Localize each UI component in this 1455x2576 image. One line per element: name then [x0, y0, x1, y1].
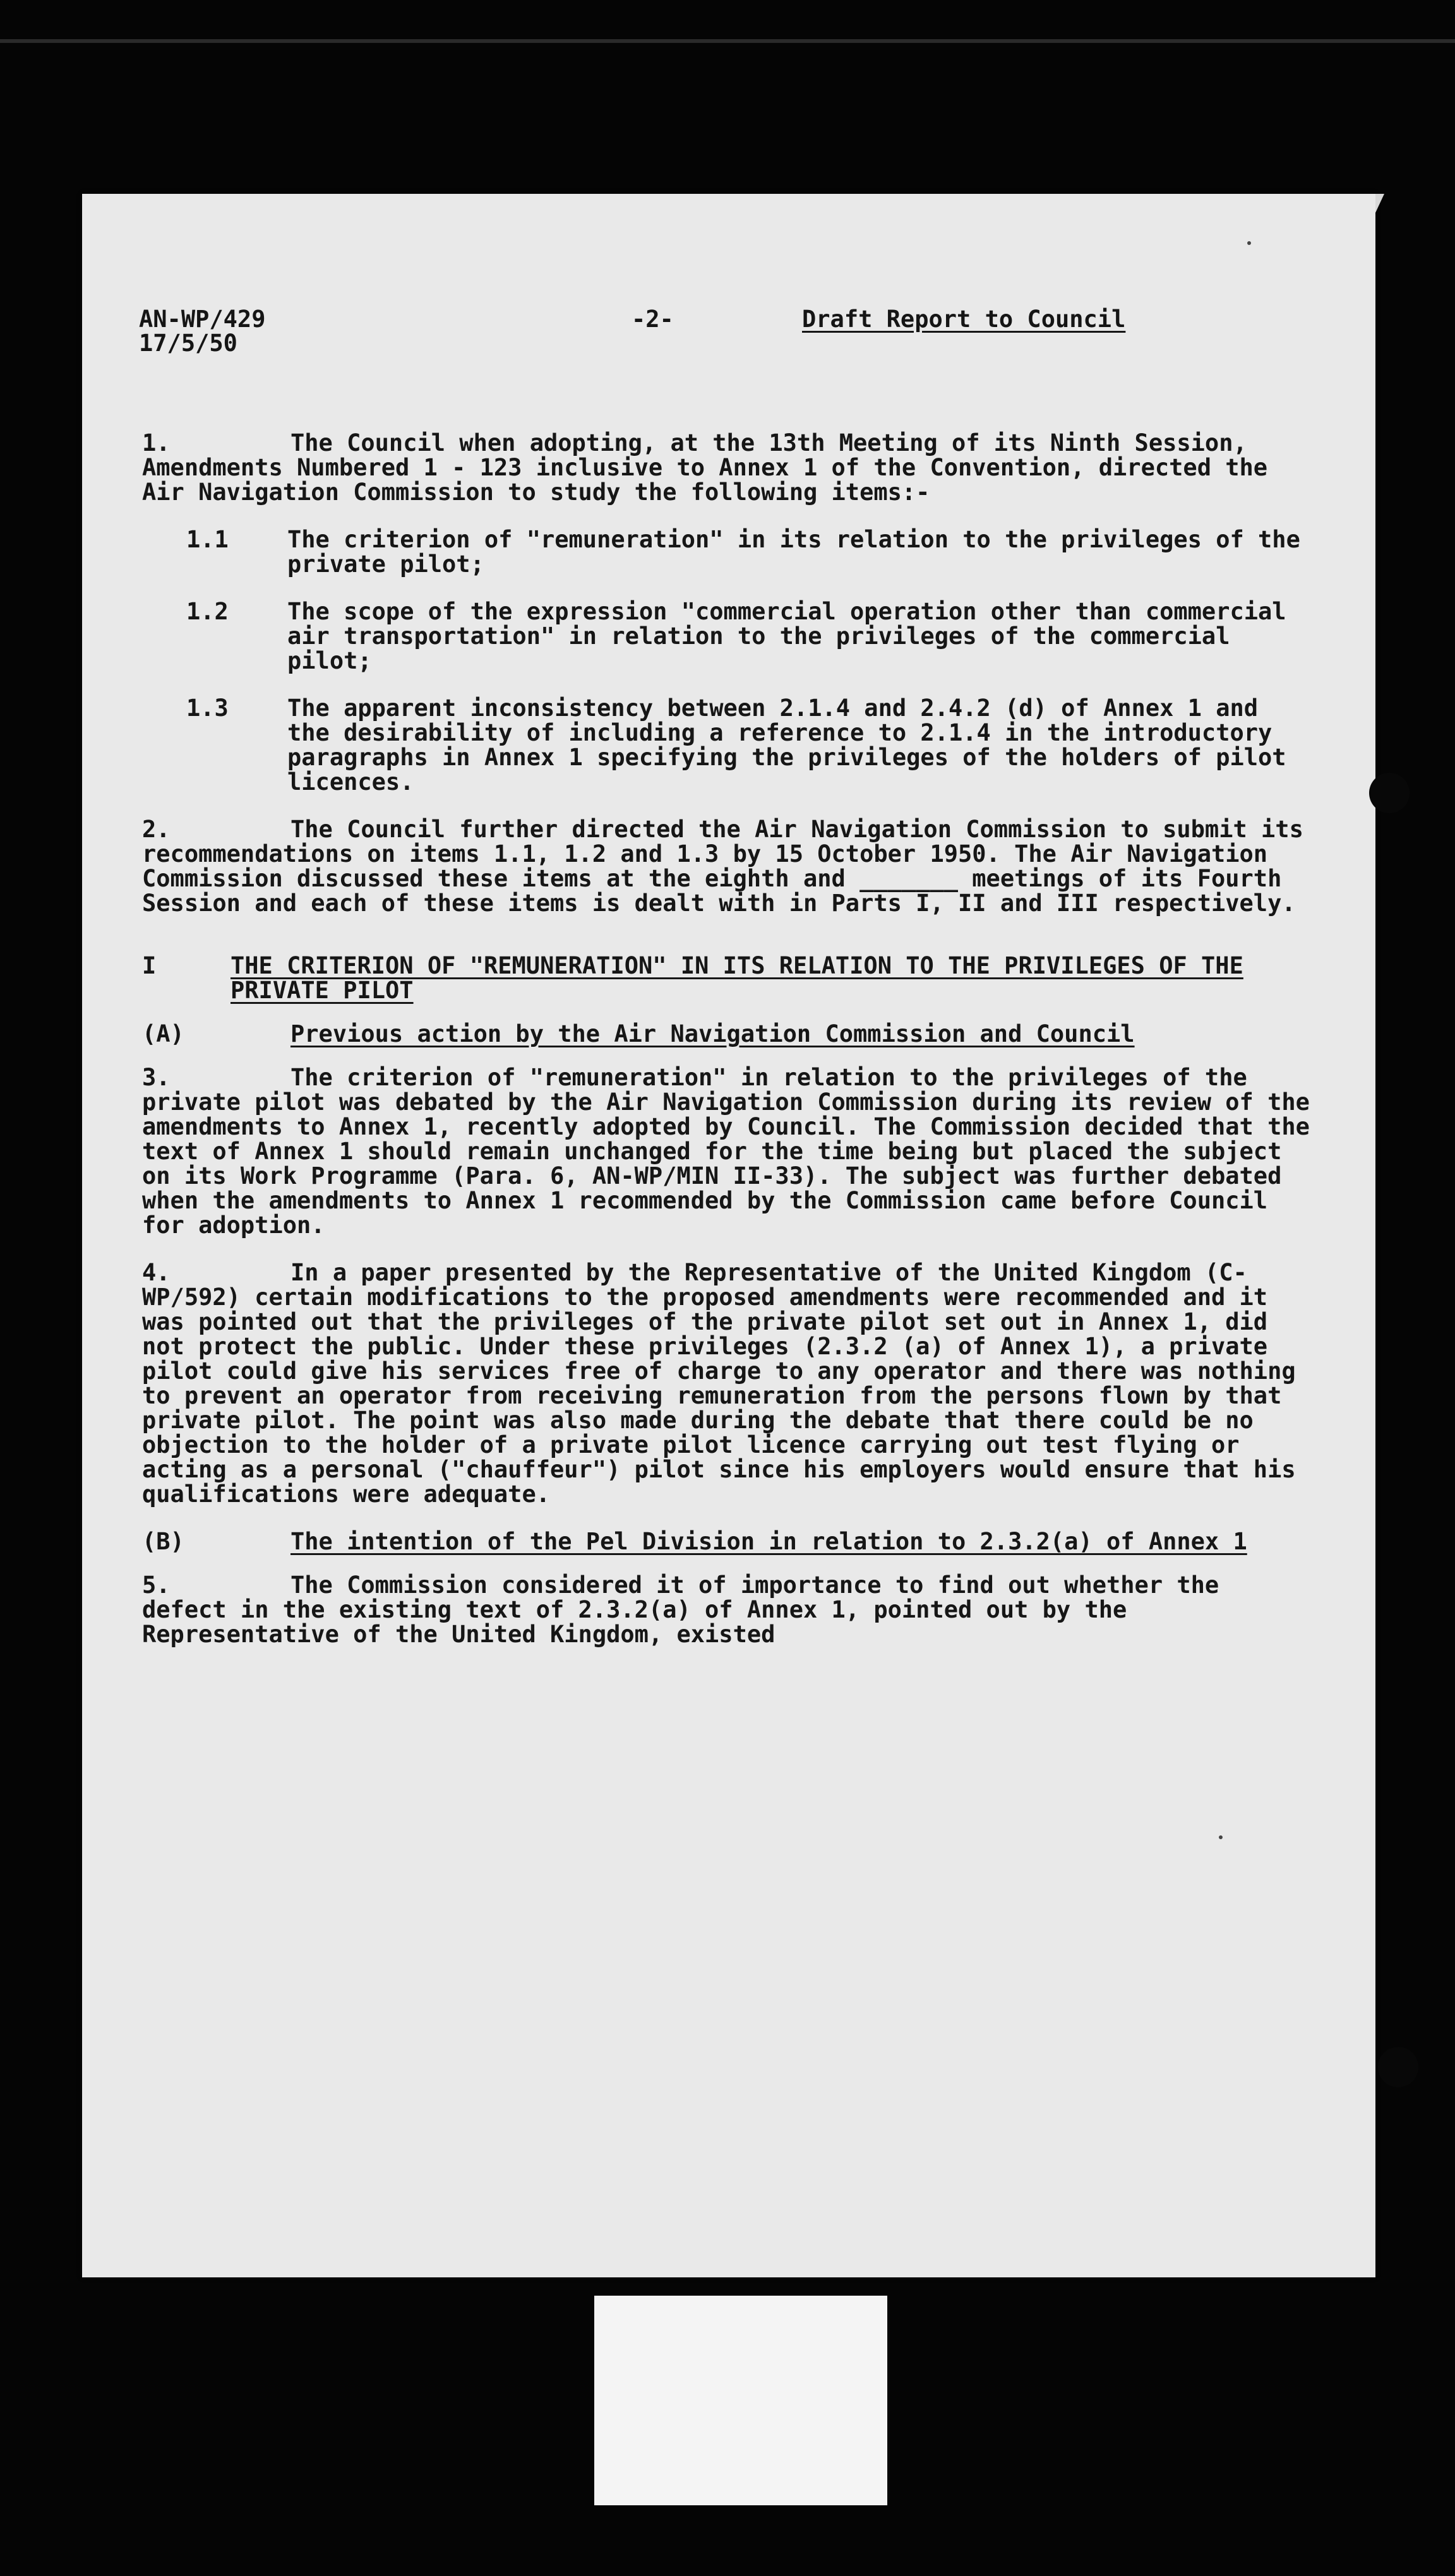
paragraph-3 — [142, 1064, 1324, 1239]
section-number: I — [142, 952, 157, 979]
paragraph-2 — [142, 816, 1318, 917]
paragraph-number: 4. — [142, 1259, 171, 1286]
paragraph-text: The Council when adopting, at the 13th Meeting of its Ninth Session, Amendments Numbered 1 - 123 inclusive to Annex 1 of the Convention, directed the Air Navigation Commission to study the following items:- — [142, 429, 1282, 506]
report-title: Draft Report to Council — [802, 306, 1126, 333]
document-reference — [139, 307, 265, 355]
section-title: THE CRITERION OF "REMUNERATION" IN ITS RELATION TO THE PRIVILEGES OF THE PRIVATE PILOT — [231, 952, 1243, 1004]
blank-card — [594, 2296, 887, 2505]
paragraph-number: 1. — [142, 429, 171, 456]
paragraph-5 — [142, 1573, 1310, 1647]
item-text: The scope of the expression "commercial operation other than commercial air transportation" in relation to the privileges of the commercial pilot; — [287, 598, 1286, 674]
document-body — [142, 429, 1324, 1669]
paragraph-4 — [142, 1260, 1310, 1506]
subsection-heading — [142, 1529, 1310, 1554]
subsection-title: Previous action by the Air Navigation Commission and Council — [290, 1020, 1135, 1047]
paragraph-text: The Council further directed the Air Navigation Commission to submit its recommendations on items 1.1, 1.2 and 1.3 by 15 October 1950. The Air Navigation Commission discussed these items at the eighth and _______ meetings of its Fourth Session and each of these items is dealt with in Parts I, II and III respectively. — [142, 816, 1318, 917]
paragraph-number: 3. — [142, 1064, 171, 1091]
speck — [1219, 1835, 1223, 1839]
subsection-heading — [142, 1022, 1310, 1046]
page-number: -2- — [632, 306, 674, 333]
paragraph-number: 5. — [142, 1571, 171, 1599]
document-page — [82, 194, 1375, 2277]
paragraph-text: In a paper presented by the Representative of the United Kingdom (C-WP/592) certain modifications to the proposed amendments were recommended and it was pointed out that the privileges of the private pilot set out in Annex 1, did not protect the public. Under these privileges (2.3.2 (a) of Annex 1), a private pilot could give his services free of charge to any operator and there was nothing to prevent an operator from receiving remuneration from the persons flown by that private pilot. The point was also made during the debate that there could be no objection to the holder of a private pilot licence carrying out test flying or acting as a personal ("chauffeur") pilot since his employers would ensure that his qualifications were adequate. — [142, 1259, 1310, 1508]
punch-hole — [1378, 2047, 1418, 2087]
item-number: 1.3 — [186, 695, 229, 722]
punch-hole — [1369, 773, 1410, 813]
list-item — [142, 696, 1310, 794]
subsection-number: (A) — [142, 1020, 184, 1047]
subsection-number: (B) — [142, 1528, 184, 1555]
item-text: The criterion of "remuneration" in its relation to the privileges of the private pilot; — [287, 526, 1300, 578]
list-item — [142, 599, 1310, 673]
paragraph-text: The criterion of "remuneration" in relation to the privileges of the private pilot was debated by the Air Navigation Commission during its review of the amendments to Annex 1, recently adopted by Council. The Commission decided that the text of Annex 1 should remain unchanged for the time being but placed the subject on its Work Programme (Para. 6, AN-WP/MIN II-33). The subject was further debated when the amendments to Annex 1 recommended by the Commission came before Council for adoption. — [142, 1064, 1324, 1239]
paragraph-number: 2. — [142, 816, 171, 843]
doc-date: 17/5/50 — [139, 330, 237, 357]
film-edge — [0, 39, 1455, 43]
doc-ref: AN-WP/429 — [139, 306, 266, 333]
paragraph-text: The Commission considered it of importance to find out whether the defect in the existing text of 2.3.2(a) of Annex 1, pointed out by the Representative of the United Kingdom, existed — [142, 1571, 1233, 1648]
item-number: 1.1 — [186, 526, 229, 553]
subsection-title: The intention of the Pel Division in relation to 2.3.2(a) of Annex 1 — [290, 1528, 1247, 1555]
paragraph-1 — [142, 431, 1310, 504]
item-number: 1.2 — [186, 598, 229, 625]
speck — [1247, 241, 1251, 245]
section-heading — [142, 953, 1310, 1003]
item-text: The apparent inconsistency between 2.1.4 and 2.4.2 (d) of Annex 1 and the desirability of including a reference to 2.1.4 in the introductory paragraphs in Annex 1 specifying the privileges of the holders of pilot licences. — [287, 695, 1286, 796]
list-item — [142, 527, 1310, 576]
